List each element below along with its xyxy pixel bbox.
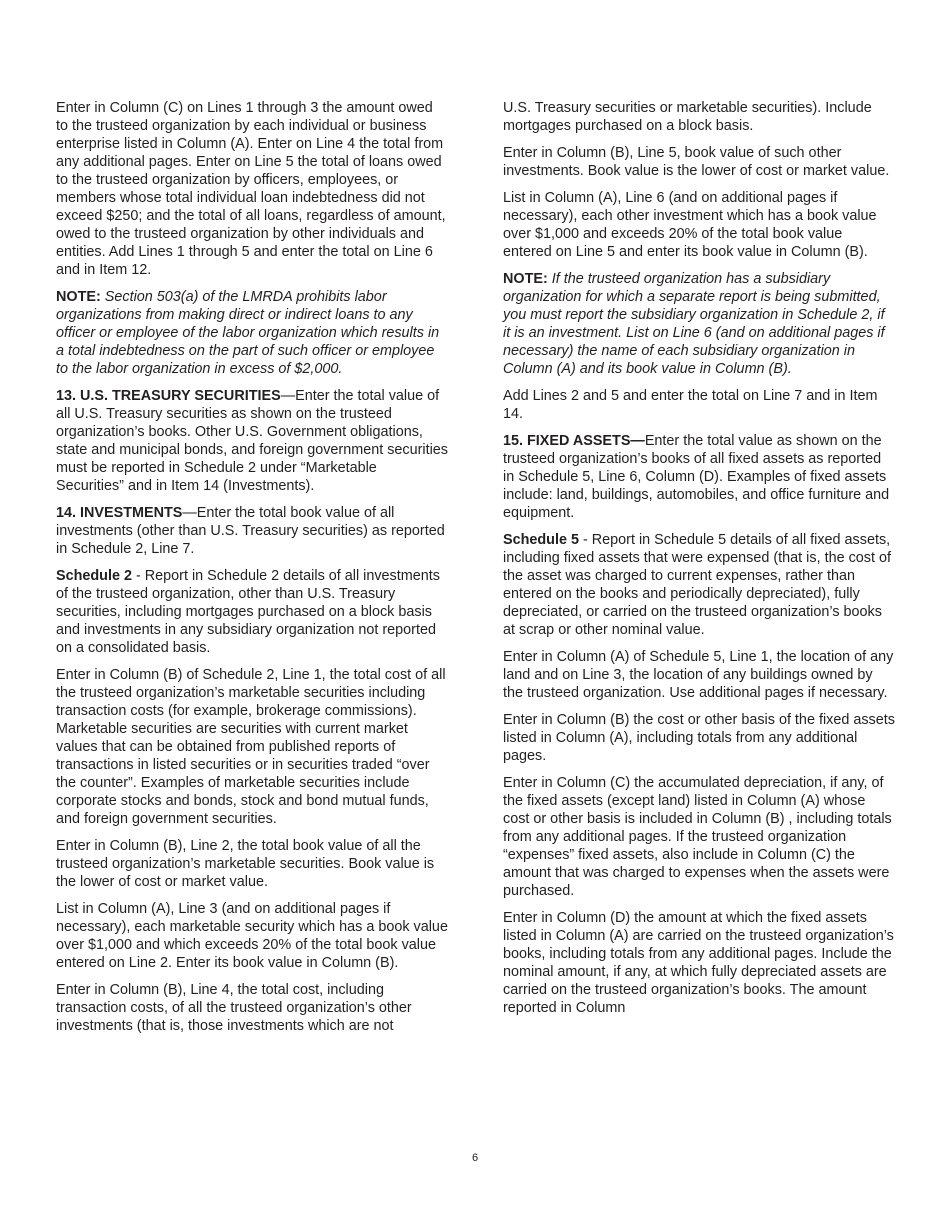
schedule-5-text: - Report in Schedule 5 details of all fixed assets, including fixed assets that were expensed (that is, the cost of the asset was charged to current expenses, rather than entered on the books and periodically depreciated), fully depreciated, or carried on the trusteed organization’s books at scrap or other nominal value.: [503, 532, 891, 638]
schedule-2-line-3-paragraph: List in Column (A), Line 3 (and on additional pages if necessary), each marketable security which has a book value over $1,000 and which exceeds 20% of the total book value entered on Line 2. Enter its book value in Column (B).: [56, 901, 448, 971]
left-column: [56, 99, 448, 1035]
schedule-2-label: Schedule 2: [56, 568, 132, 584]
item-13-treasury-securities: [56, 387, 448, 495]
schedule-2-intro: [56, 567, 448, 657]
right-column: [503, 99, 895, 1017]
schedule-2-line-6-paragraph: List in Column (A), Line 6 (and on additional pages if necessary), each other investment which has a book value over $1,000 and exceeds 20% of the total book value entered on Line 5 and enter its book value in Column (B).: [503, 190, 877, 260]
schedule-5-column-b-paragraph: Enter in Column (B) the cost or other basis of the fixed assets listed in Column (A), including totals from any additional pages.: [503, 712, 895, 764]
schedule-2-text: - Report in Schedule 2 details of all investments of the trusteed organization, other than U.S. Treasury securities, including mortgages purchased on a block basis and investments in any subsidiary organization not reported on a consolidated basis.: [56, 568, 440, 656]
item-14-investments: [56, 504, 448, 558]
continued-paragraph: U.S. Treasury securities or marketable securities). Include mortgages purchased on a block basis.: [503, 100, 872, 134]
schedule-2-line-4-paragraph: Enter in Column (B), Line 4, the total cost, including transaction costs, of all the trusteed organization’s other investments (that is, those investments which are not: [56, 982, 412, 1034]
item-15-fixed-assets: [503, 432, 895, 522]
note-subsidiary: [503, 270, 895, 378]
schedule-2-line-1-paragraph: Enter in Column (B) of Schedule 2, Line 1, the total cost of all the trusteed organization’s marketable securities including transaction costs (for example, brokerage commissions). Marketable securities are securities with current market values that can be obtained from published reports of transactions in listed securities or in securities traded “over the counter”. Examples of marketable securities include corporate stocks and bonds, stock and bond mutual funds, and foreign government securities.: [56, 667, 446, 827]
schedule-2-line-7-paragraph: Add Lines 2 and 5 and enter the total on Line 7 and in Item 14.: [503, 388, 878, 422]
schedule-5-column-a-paragraph: Enter in Column (A) of Schedule 5, Line 1, the location of any land and on Line 3, the location of any buildings owned by the trusteed organization. Use additional pages if necessary.: [503, 649, 894, 701]
item-15-text: Enter the total value as shown on the trusteed organization’s books of all fixed assets as reported in Schedule 5, Line 6, Column (D). Examples of fixed assets include: land, buildings, automobiles, and office furniture and equipment.: [503, 433, 890, 521]
note-label: NOTE:: [503, 271, 548, 287]
loans-receivable-paragraph: Enter in Column (C) on Lines 1 through 3 the amount owed to the trusteed organization by each individual or business enterprise listed in Column (A). Enter on Line 4 the total from any additional pages. Enter on Line 5 the total of loans owed to the trusteed organization by officers, employees, or members whose total individual loan indebtedness did not exceed $250; and the total of all loans, regardless of amount, owed to the trusteed organization by other individuals and entities. Add Lines 1 through 5 and enter the total on Line 6 and in Item 12.: [56, 100, 446, 278]
item-14-text: —Enter the total book value of all investments (other than U.S. Treasury securities) as reported in Schedule 2, Line 7.: [56, 505, 445, 557]
schedule-5-label: Schedule 5: [503, 532, 579, 548]
schedule-2-line-2-paragraph: Enter in Column (B), Line 2, the total book value of all the trusteed organization’s marketable securities. Book value is the lower of cost or market value.: [56, 838, 435, 890]
schedule-2-line-5-paragraph: Enter in Column (B), Line 5, book value of such other investments. Book value is the lower of cost or market value.: [503, 145, 890, 179]
schedule-5-column-d-paragraph: Enter in Column (D) the amount at which the fixed assets listed in Column (A) are carried on the trusteed organization’s books, including totals from any additional pages. Include the nominal amount, if any, at which fully depreciated assets are carried on the trusteed organization’s books. The amount reported in Column: [503, 910, 894, 1016]
schedule-5-column-c-paragraph: Enter in Column (C) the accumulated depreciation, if any, of the fixed assets (except land) listed in Column (A) whose cost or other basis is included in Column (B) , including totals from any additional pages. If the trusteed organization “expenses” fixed assets, also include in Column (C) the amount that was charged to expenses when the assets were purchased.: [503, 775, 892, 899]
item-13-heading: 13. U.S. TREASURY SECURITIES: [56, 388, 281, 404]
item-15-heading: 15. FIXED ASSETS—: [503, 433, 645, 449]
note-loans: [56, 288, 448, 378]
item-14-heading: 14. INVESTMENTS: [56, 505, 183, 521]
schedule-5-intro: [503, 531, 895, 639]
note-text: If the trusteed organization has a subsidiary organization for which a separate report is being submitted, you must report the subsidiary organization in Schedule 2, if it is an investment. List on Line 6 (and on additional pages if necessary) the name of each subsidiary organization in Column (A) and its book value in Column (B).: [503, 271, 885, 377]
note-text: Section 503(a) of the LMRDA prohibits labor organizations from making direct or indirect loans to any officer or employee of the labor organization which results in a total indebtedness on the part of such officer or employee to the labor organization in excess of $2,000.: [56, 289, 440, 377]
item-13-text: —Enter the total value of all U.S. Treasury securities as shown on the trusteed organization’s books. Other U.S. Government obligations, state and municipal bonds, and foreign government securities must be reported in Schedule 2 under “Marketable Securities” and in Item 14 (Investments).: [56, 388, 448, 494]
note-label: NOTE:: [56, 289, 101, 305]
page-number: 6: [471, 1152, 479, 1164]
